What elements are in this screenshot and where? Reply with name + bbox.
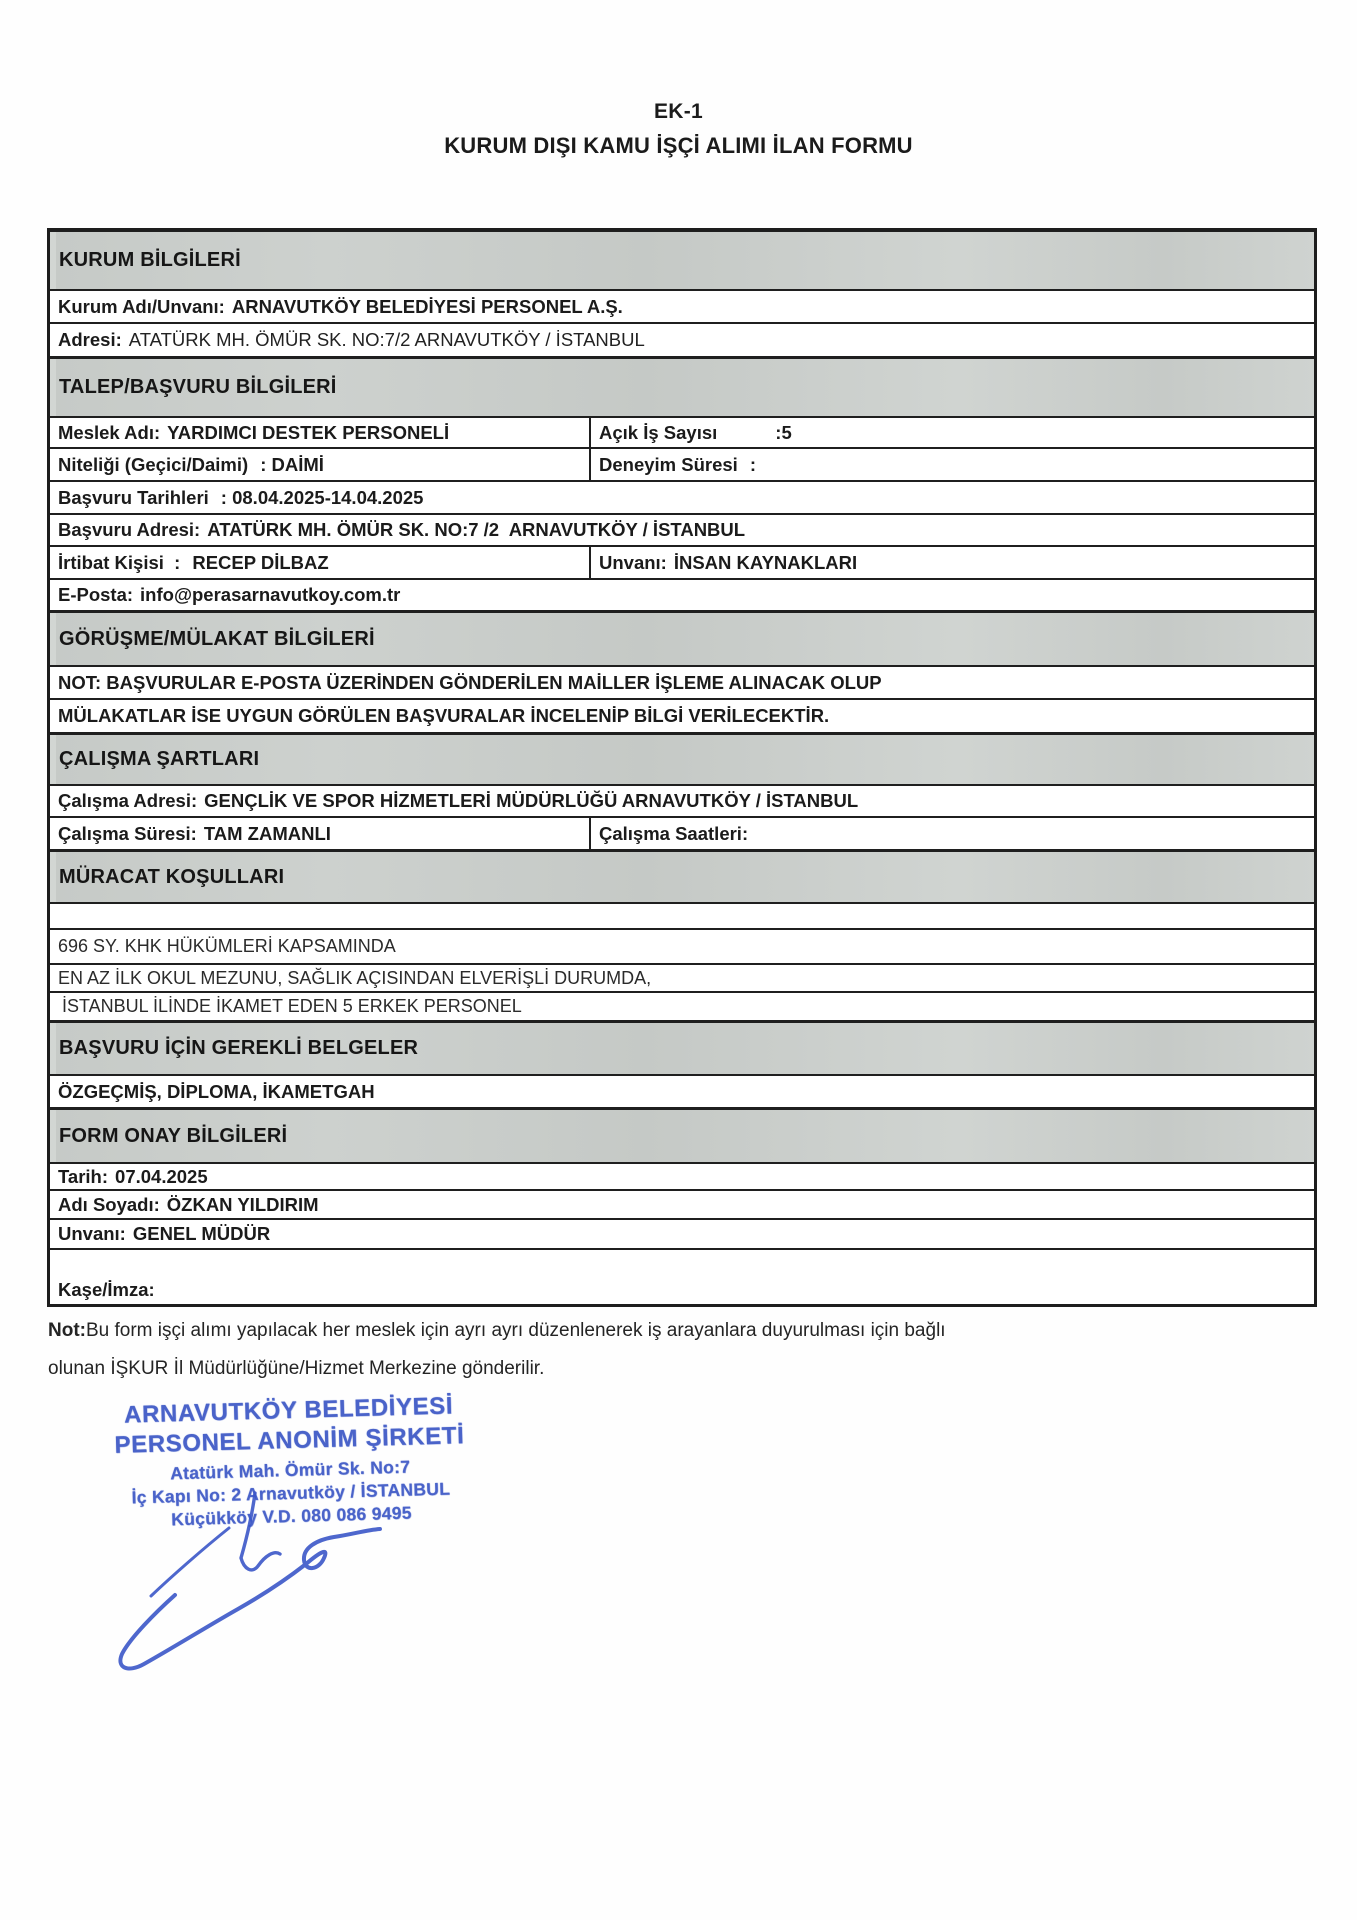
document-titles <box>0 100 1357 159</box>
field-value: RECEP DİLBAZ <box>192 551 329 573</box>
section-title: ÇALIŞMA ŞARTLARI <box>59 748 260 770</box>
row-adresi <box>50 324 1314 358</box>
field-label: İrtibat Kişisi : <box>58 551 181 573</box>
condition-text: EN AZ İLK OKUL MEZUNU, SAĞLIK AÇISINDAN ELVERİŞLİ DURUMDA, <box>58 967 652 988</box>
field-value: ARNAVUTKÖY BELEDİYESİ PERSONEL A.Ş. <box>231 295 623 317</box>
field-label: Tarih: <box>58 1165 109 1187</box>
section-calisma-sartlari <box>50 734 1314 786</box>
field-value: GENEL MÜDÜR <box>132 1223 271 1244</box>
signature-ink <box>108 1490 408 1690</box>
cell-niteligi <box>50 449 591 480</box>
stamp-line-4: İç Kapı No: 2 Arnavutköy / İSTANBUL <box>131 1478 451 1508</box>
field-label: Meslek Adı: <box>58 421 161 443</box>
doc-code: EK-1 <box>653 100 704 123</box>
section-title: KURUM BİLGİLERİ <box>59 249 241 271</box>
field-value: : DAİMİ <box>260 453 324 475</box>
row-not-1 <box>50 667 1314 700</box>
field-value: GENÇLİK VE SPOR HİZMETLERİ MÜDÜRLÜĞÜ ARNAVUTKÖY / İSTANBUL <box>204 790 859 811</box>
section-title: FORM ONAY BİLGİLERİ <box>59 1124 288 1147</box>
field-value: TAM ZAMANLI <box>203 822 331 844</box>
field-label: Kaşe/İmza: <box>58 1279 155 1300</box>
footnote-line-2: olunan İŞKUR İl Müdürlüğüne/Hizmet Merkezine gönderilir. <box>48 1358 545 1379</box>
condition-text: 696 SY. KHK HÜKÜMLERİ KAPSAMINDA <box>58 936 396 956</box>
documents-list: ÖZGEÇMİŞ, DİPLOMA, İKAMETGAH <box>58 1080 375 1102</box>
footnote-prefix: Not: <box>48 1320 86 1341</box>
row-not-2 <box>50 700 1314 734</box>
row-adi-soyadi <box>50 1191 1314 1220</box>
section-title: GÖRÜŞME/MÜLAKAT BİLGİLERİ <box>59 627 375 650</box>
field-label: Unvanı: <box>599 551 667 573</box>
field-label: Başvuru Tarihleri <box>58 486 209 508</box>
cell-unvani <box>591 547 1314 578</box>
cell-deneyim-suresi <box>591 449 1314 480</box>
field-value: ÖZKAN YILDIRIM <box>166 1193 319 1215</box>
row-kase-imza <box>50 1250 1314 1304</box>
field-label: Adresi: <box>58 329 122 350</box>
row-niteligi-deneyim <box>50 449 1314 482</box>
field-value: info@perasarnavutkoy.com.tr <box>140 584 401 605</box>
footnote-text: Bu form işçi alımı yapılacak her meslek için ayrı ayrı düzenlenerek iş arayanlara duyurulması için bağlı <box>85 1320 946 1341</box>
form-table <box>47 228 1317 1307</box>
row-eposta <box>50 580 1314 612</box>
condition-text: İSTANBUL İLİNDE İKAMET EDEN 5 ERKEK PERSONEL <box>62 996 522 1016</box>
cell-irtibat-kisisi <box>50 547 591 578</box>
section-title: BAŞVURU İÇİN GEREKLİ BELGELER <box>59 1037 419 1059</box>
field-value: 07.04.2025 <box>115 1165 208 1187</box>
cell-acik-is-sayisi <box>591 418 1314 447</box>
field-label: Kurum Adı/Unvanı: <box>58 295 225 317</box>
section-form-onay <box>50 1109 1314 1164</box>
cell-calisma-saatleri <box>591 818 1314 849</box>
row-irtibat-unvani <box>50 547 1314 580</box>
section-title: TALEP/BAŞVURU BİLGİLERİ <box>59 376 337 398</box>
row-kosul-3 <box>50 993 1314 1022</box>
field-label: Adı Soyadı: <box>58 1193 160 1215</box>
cell-calisma-suresi <box>50 818 591 849</box>
note-text: NOT: BAŞVURULAR E-POSTA ÜZERİNDEN GÖNDERİLEN MAİLLER İŞLEME ALINACAK OLUP <box>58 671 882 693</box>
row-calisma-adresi <box>50 786 1314 818</box>
section-muracat-kosullari <box>50 851 1314 904</box>
footnote <box>48 1318 1088 1394</box>
row-basvuru-tarihleri <box>50 482 1314 515</box>
field-value: İNSAN KAYNAKLARI <box>673 551 858 573</box>
footnote-line-1 <box>48 1318 1088 1344</box>
section-gerekli-belgeler <box>50 1022 1314 1076</box>
row-onay-unvani <box>50 1220 1314 1250</box>
row-belgeler <box>50 1076 1314 1109</box>
field-label: Çalışma Süresi: <box>58 822 197 844</box>
field-value: ATATÜRK MH. ÖMÜR SK. NO:7 /2 ARNAVUTKÖY / İSTANBUL <box>207 519 746 540</box>
field-label: Başvuru Adresi: <box>58 519 201 540</box>
field-label: Unvanı: <box>58 1223 126 1244</box>
section-gorusme-mulakat <box>50 612 1314 667</box>
field-label: Niteliği (Geçici/Daimi) <box>58 453 249 475</box>
page-title: KURUM DIŞI KAMU İŞÇİ ALIMI İLAN FORMU <box>444 133 913 158</box>
row-meslek-acikis <box>50 418 1314 449</box>
field-value: :5 <box>775 421 792 443</box>
stamp-line-5: Küçükköy V.D. 080 086 9495 <box>170 1502 413 1530</box>
note-text: MÜLAKATLAR İSE UYGUN GÖRÜLEN BAŞVURALAR İNCELENİP BİLGİ VERİLECEKTİR. <box>58 705 830 726</box>
row-tarih <box>50 1164 1314 1191</box>
section-talep-basvuru <box>50 358 1314 418</box>
row-kurum-adi <box>50 291 1314 324</box>
field-label: Çalışma Adresi: <box>58 790 198 811</box>
row-kosul-1 <box>50 930 1314 965</box>
field-value: : 08.04.2025-14.04.2025 <box>220 486 424 508</box>
row-kosul-2 <box>50 965 1314 993</box>
row-empty <box>50 904 1314 930</box>
stamp-line-2: PERSONEL ANONİM ŞİRKETİ <box>114 1422 465 1459</box>
section-title: MÜRACAT KOŞULLARI <box>59 865 285 888</box>
field-value: YARDIMCI DESTEK PERSONELİ <box>167 421 450 443</box>
row-calisma-suresi-saatleri <box>50 818 1314 851</box>
stamp-line-1: ARNAVUTKÖY BELEDİYESİ <box>123 1392 454 1429</box>
stamp-line-3: Atatürk Mah. Ömür Sk. No:7 <box>169 1456 411 1484</box>
cell-meslek-adi <box>50 418 591 447</box>
field-label: Çalışma Saatleri: <box>599 822 749 844</box>
field-value: : <box>749 453 756 475</box>
field-label: Deneyim Süresi <box>599 453 738 475</box>
row-basvuru-adresi <box>50 515 1314 547</box>
section-kurum-bilgileri <box>50 231 1314 291</box>
field-label: Açık İş Sayısı <box>599 421 718 443</box>
field-value: ATATÜRK MH. ÖMÜR SK. NO:7/2 ARNAVUTKÖY / İSTANBUL <box>128 329 645 350</box>
field-label: E-Posta: <box>58 584 134 605</box>
